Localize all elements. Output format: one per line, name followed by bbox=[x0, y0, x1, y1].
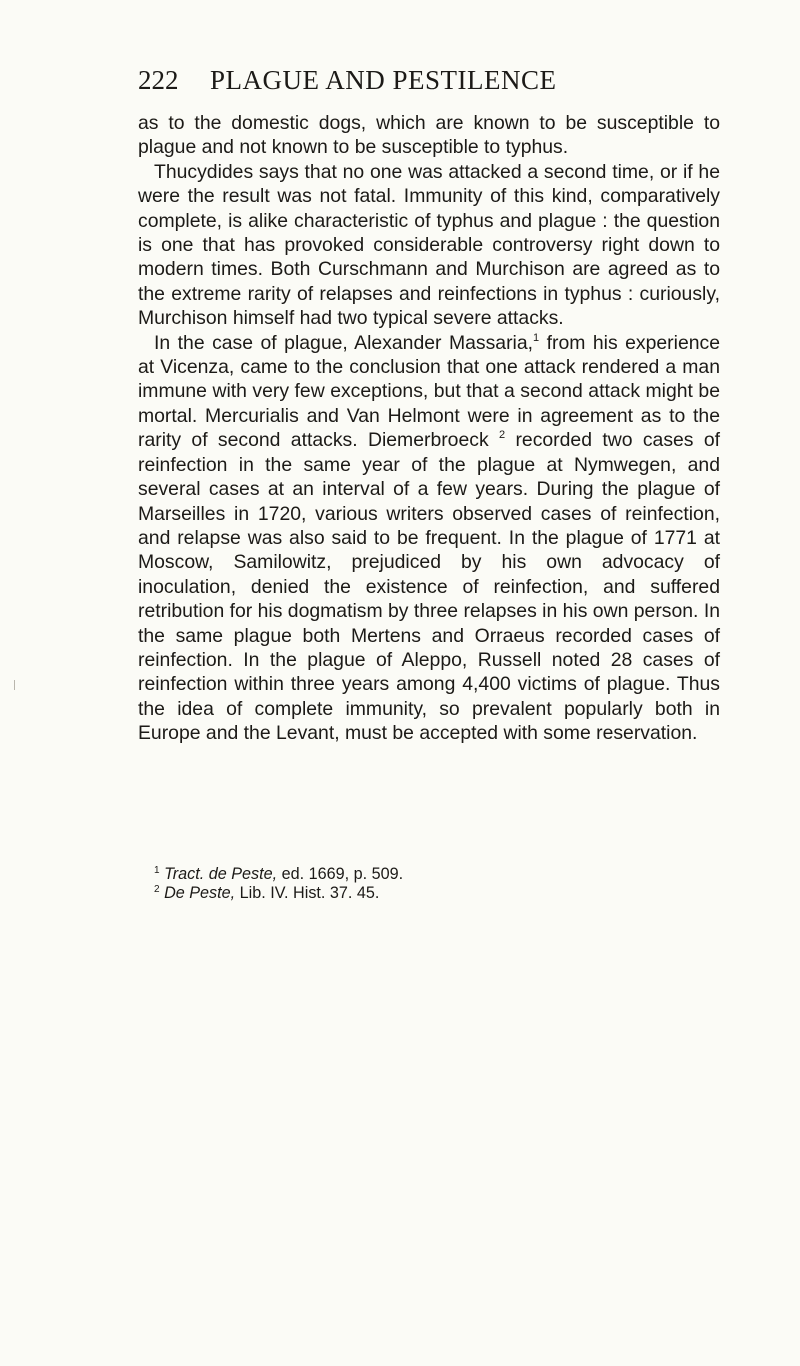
page-number: 222 bbox=[138, 65, 179, 95]
body-text bbox=[138, 111, 720, 746]
footnote-citation: ed. 1669, p. 509. bbox=[277, 865, 404, 883]
footnote-2 bbox=[154, 884, 720, 903]
paragraph-1: as to the domestic dogs, which are known to be susceptible to plague and not known to be susceptible to typhus. bbox=[138, 112, 720, 159]
running-head bbox=[138, 62, 720, 98]
page-title: PLAGUE AND PESTILENCE bbox=[210, 65, 557, 95]
footnote-work-title: Tract. de Peste, bbox=[164, 865, 278, 883]
paragraph-3-part-3: recorded two cases of reinfection in the same year of the plague at Nymwegen, and several cases at an interval of a few years. During the plague of Marseilles in 1720, various writers observed cases of reinfection, and relapse was also said to be frequent. In the plague of 1771 at Moscow, Samilowitz, prejudiced by his own advocacy of inoculation, denied the existence of reinfection, and suffered retribution for his dogmatism by three relapses in his own person. In the same plague both Mertens and Orraeus recorded cases of reinfection. In the plague of Aleppo, Russell noted 28 cases of reinfection within three years among 4,400 victims of plague. Thus the idea of complete immunity, so prevalent popularly both in Europe and the Levant, must be accepted with some reservation. bbox=[138, 429, 721, 745]
paragraph-2: Thucydides says that no one was attacked a second time, or if he were the result was not fatal. Immunity of this kind, comparatively complete, is alike characteristic of typhus and plague : the question is one that has provoked considerable controversy right down to modern times. Both Curschmann and Murchison are agreed as to the extreme rarity of relapses and reinfections in typhus : curiously, Murchison himself had two typical severe attacks. bbox=[138, 160, 720, 330]
footnote-marker: 1 bbox=[154, 865, 160, 876]
paragraph-3-part-1: In the case of plague, Alexander Massaria, bbox=[154, 331, 534, 354]
footnote-citation: Lib. IV. Hist. 37. 45. bbox=[235, 884, 380, 902]
footnote-1 bbox=[154, 865, 720, 884]
footnote-ref-2: 2 bbox=[499, 429, 506, 442]
paragraph-3-part-2: from his experience at Vicenza, came to the conclusion that one attack rendered a man immune with very few exceptions, but that a second attack might be mortal. Mercurialis and Van Helmont were in agreement as to the rarity of second attacks. Diemerbroeck bbox=[138, 331, 720, 452]
footnote-marker: 2 bbox=[154, 884, 160, 895]
paragraph-3 bbox=[138, 331, 720, 746]
footnotes bbox=[154, 865, 720, 903]
footnote-work-title: De Peste, bbox=[164, 884, 236, 902]
margin-mark bbox=[14, 680, 15, 690]
footnote-ref-1: 1 bbox=[533, 331, 540, 344]
